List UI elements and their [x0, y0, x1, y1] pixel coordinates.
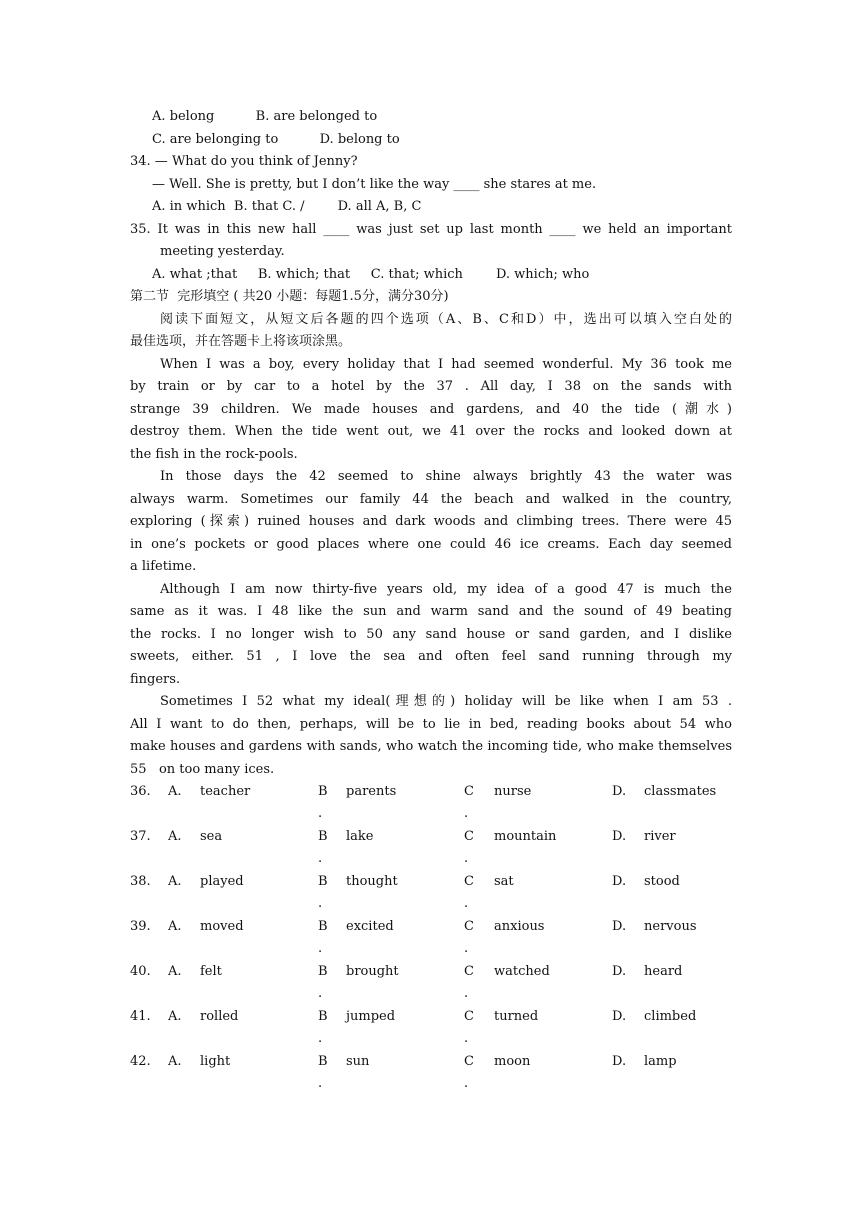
option-letter-a: A.	[168, 1009, 182, 1024]
option-a: played	[200, 874, 244, 889]
option-d: heard	[644, 964, 683, 979]
option-letter-c: C	[464, 964, 474, 979]
option-letter-d: D.	[612, 829, 627, 844]
text-line: strange 39 children. We made houses and gardens, and 40 the tide (潮水)	[130, 401, 732, 417]
option-a: felt	[200, 964, 222, 979]
question-number: 41.	[130, 1009, 151, 1024]
text-line: same as it was. I 48 like the sun and warm sand and the sound of 49 beating	[130, 604, 732, 619]
option-letter-c: C	[464, 874, 474, 889]
text-line: a lifetime.	[130, 559, 197, 574]
text-line: the rocks. I no longer wish to 50 any sand house or sand garden, and I dislike	[130, 626, 732, 642]
option-letter-c: C	[464, 829, 474, 844]
option-c: moon	[494, 1054, 531, 1069]
option-letter-d: D.	[612, 1054, 627, 1069]
text-line: Sometimes I 52 what my ideal(理想的) holiday will be like when I am 53 .	[160, 694, 732, 709]
option-letter-d: D.	[612, 964, 627, 979]
text-line: When I was a boy, every holiday that I had seemed wonderful. My 36 took me	[160, 356, 732, 372]
passage-text	[130, 106, 732, 781]
text-line: A. in which B. that C. / D. all A, B, C	[152, 199, 422, 214]
option-c: turned	[494, 1009, 539, 1024]
option-letter-a: A.	[168, 784, 182, 799]
option-letter-c: C	[464, 919, 474, 934]
text-line: the fish in the rock-pools.	[130, 446, 298, 462]
text-line: C. are belonging to D. belong to	[152, 131, 400, 147]
option-b: jumped	[346, 1009, 396, 1024]
option-dot-c: .	[464, 941, 469, 956]
option-letter-b: B	[318, 1009, 328, 1024]
option-c: anxious	[494, 919, 545, 934]
answer-options	[130, 781, 732, 1096]
option-dot-b: .	[318, 941, 323, 956]
option-d: lamp	[644, 1054, 677, 1069]
option-dot-b: .	[318, 1031, 323, 1046]
option-row	[130, 1051, 732, 1096]
option-letter-d: D.	[612, 919, 627, 934]
option-c: sat	[494, 874, 514, 889]
question-number: 36.	[130, 784, 151, 799]
option-a: rolled	[200, 1009, 239, 1024]
text-line: — Well. She is pretty, but I don’t like the way ____ she stares at me.	[152, 176, 597, 192]
option-row	[130, 961, 732, 1006]
text-line: by train or by car to a hotel by the 37 . All day, I 38 on the sands with	[130, 379, 732, 394]
option-row	[130, 1006, 732, 1051]
text-line: A. belong B. are belonged to	[152, 109, 378, 124]
question-number: 38.	[130, 874, 151, 889]
text-line: 第二节 完形填空 ( 共20 小题：每题1.5分，满分30分)	[130, 289, 449, 304]
text-line: A. what ;that B. which; that C. that; which D. which; who	[152, 266, 590, 282]
text-line: sweets, either. 51 , I love the sea and often feel sand running through my	[130, 649, 732, 664]
option-d: classmates	[644, 784, 717, 799]
text-line: Although I am now thirty-five years old, my idea of a good 47 is much the	[160, 581, 732, 597]
option-letter-d: D.	[612, 874, 627, 889]
option-row	[130, 781, 732, 826]
option-dot-b: .	[318, 806, 323, 821]
option-dot-b: .	[318, 1076, 323, 1091]
text-line: always warm. Sometimes our family 44 the beach and walked in the country,	[130, 491, 732, 507]
option-b: parents	[346, 784, 397, 799]
question-number: 40.	[130, 964, 151, 979]
option-letter-a: A.	[168, 964, 182, 979]
question-number: 42.	[130, 1054, 151, 1069]
option-dot-b: .	[318, 851, 323, 866]
option-d: climbed	[644, 1009, 697, 1024]
text-line: 最佳选项，并在答题卡上将该项涂黑。	[130, 334, 352, 349]
question-number: 37.	[130, 829, 151, 844]
text-line: in one’s pockets or good places where one could 46 ice creams. Each day seemed	[130, 536, 732, 552]
option-dot-b: .	[318, 896, 323, 911]
option-dot-c: .	[464, 1031, 469, 1046]
option-dot-b: .	[318, 986, 323, 1001]
option-d: river	[644, 829, 676, 844]
text-line: fingers.	[130, 671, 181, 687]
option-dot-c: .	[464, 851, 469, 866]
option-letter-d: D.	[612, 784, 627, 799]
option-letter-a: A.	[168, 1054, 182, 1069]
text-line: 55 on too many ices.	[130, 761, 275, 777]
option-row	[130, 916, 732, 961]
option-letter-c: C	[464, 1009, 474, 1024]
text-line: 34. — What do you think of Jenny?	[130, 154, 358, 169]
option-dot-c: .	[464, 986, 469, 1001]
option-letter-d: D.	[612, 1009, 627, 1024]
option-dot-c: .	[464, 806, 469, 821]
option-a: teacher	[200, 784, 251, 799]
question-number: 39.	[130, 919, 151, 934]
option-letter-b: B	[318, 784, 328, 799]
option-letter-a: A.	[168, 829, 182, 844]
option-letter-a: A.	[168, 919, 182, 934]
text-line: 阅读下面短文，从短文后各题的四个选项（A、B、C和D）中，选出可以填入空白处的	[160, 311, 732, 327]
text-line: 35. It was in this new hall ____ was just set up last month ____ we held an important	[130, 221, 732, 237]
exam-content	[130, 106, 732, 1096]
text-line: All I want to do then, perhaps, will be to lie in bed, reading books about 54 who	[130, 716, 732, 732]
text-line: make houses and gardens with sands, who watch the incoming tide, who make themselves	[130, 739, 732, 754]
option-letter-c: C	[464, 784, 474, 799]
option-a: moved	[200, 919, 244, 934]
option-d: stood	[644, 874, 680, 889]
option-letter-b: B	[318, 964, 328, 979]
option-letter-b: B	[318, 829, 328, 844]
text-line: meeting yesterday.	[160, 244, 285, 259]
option-row	[130, 826, 732, 871]
text-line: destroy them. When the tide went out, we 41 over the rocks and looked down at	[130, 424, 732, 439]
option-d: nervous	[644, 919, 697, 934]
option-b: excited	[346, 919, 394, 934]
option-a: light	[200, 1054, 231, 1069]
option-letter-b: B	[318, 874, 328, 889]
option-c: mountain	[494, 829, 557, 844]
option-c: watched	[494, 964, 550, 979]
option-b: sun	[346, 1054, 370, 1069]
text-line: In those days the 42 seemed to shine always brightly 43 the water was	[160, 469, 732, 484]
option-row	[130, 871, 732, 916]
option-b: brought	[346, 964, 399, 979]
option-letter-b: B	[318, 919, 328, 934]
option-letter-c: C	[464, 1054, 474, 1069]
option-letter-b: B	[318, 1054, 328, 1069]
option-dot-c: .	[464, 896, 469, 911]
text-line: exploring (探索) ruined houses and dark woods and climbing trees. There were 45	[130, 514, 732, 529]
option-b: lake	[346, 829, 374, 844]
option-dot-c: .	[464, 1076, 469, 1091]
option-b: thought	[346, 874, 398, 889]
option-c: nurse	[494, 784, 532, 799]
option-a: sea	[200, 829, 223, 844]
option-letter-a: A.	[168, 874, 182, 889]
